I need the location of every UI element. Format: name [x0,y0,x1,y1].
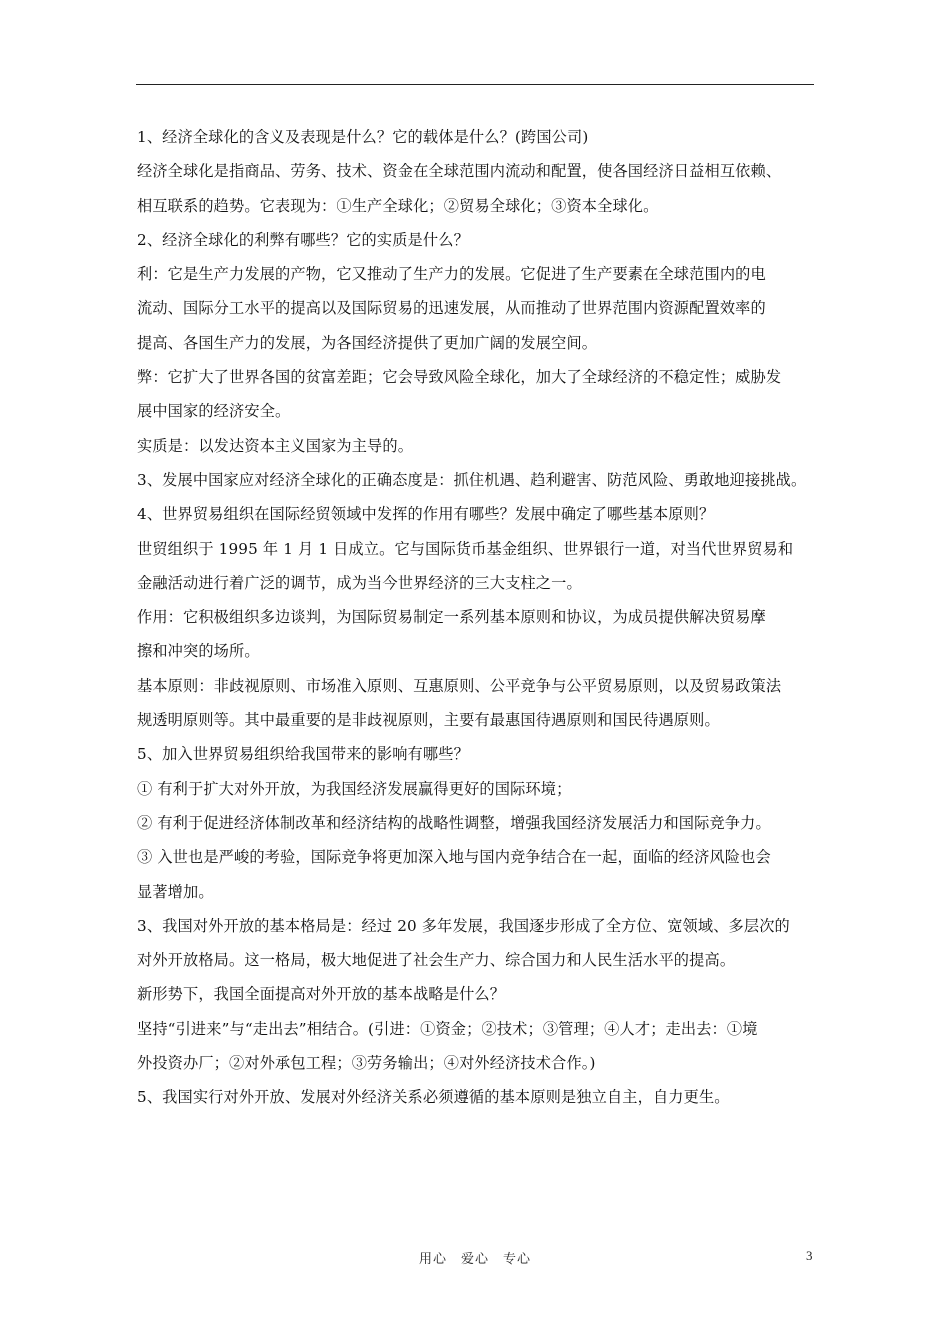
question-4-heading: 4、世界贸易组织在国际经贸领域中发挥的作用有哪些？发展中确定了哪些基本原则？ [137,505,715,524]
document-body [137,120,821,1115]
text-line: 弊：它扩大了世界各国的贫富差距；它会导致风险全球化，加大了全球经济的不稳定性；威胁发 [137,368,782,387]
text-line: 展中国家的经济安全。 [137,402,291,421]
question-1-heading: 1、经济全球化的含义及表现是什么？它的载体是什么？(跨国公司) [137,128,589,146]
text-line: 利：它是生产力发展的产物，它又推动了生产力的发展。它促进了生产要素在全球范围内的电 [137,265,766,284]
question-5-heading: 5、加入世界贸易组织给我国带来的影响有哪些？ [137,745,469,764]
text-line: 提高、各国生产力的发展，为各国经济提供了更加广阔的发展空间。 [137,333,598,352]
text-line: 金融活动进行着广泛的调节，成为当今世界经济的三大支柱之一。 [137,573,582,592]
text-line: 显著增加。 [137,882,214,901]
text-line: 世贸组织于 1995 年 1 月 1 日成立。它与国际货币基金组织、世界银行一道，对当代世界贸易和 [137,539,794,558]
text-line: 外投资办厂；②对外承包工程；③劳务输出；④对外经济技术合作。) [137,1054,596,1073]
list-item: ① 有利于扩大对外开放，为我国经济发展赢得更好的国际环境； [137,779,572,798]
text-line: 坚持“引进来”与“走出去”相结合。(引进：①资金；②技术；③管理；④人才；走出去：①境 [137,1019,758,1038]
footer-motto: 用心 爱心 专心 [418,1252,531,1267]
question-2-heading: 2、经济全球化的利弊有哪些？它的实质是什么？ [137,230,469,249]
question-3b-heading: 3、我国对外开放的基本格局是：经过 20 多年发展，我国逐步形成了全方位、宽领域、多层次的 [137,916,790,935]
text-line: 实质是：以发达资本主义国家为主导的。 [137,436,414,455]
text-line: 擦和冲突的场所。 [137,642,260,661]
list-item: ③ 入世也是严峻的考验，国际竞争将更加深入地与国内竞争结合在一起，面临的经济风险也会 [137,848,771,867]
text-line: 对外开放格局。这一格局，极大地促进了社会生产力、综合国力和人民生活水平的提高。 [137,951,736,970]
header-rule [136,84,814,85]
question-5b-heading: 5、我国实行对外开放、发展对外经济关系必须遵循的基本原则是独立自主，自力更生。 [137,1088,730,1107]
text-line: 基本原则：非歧视原则、市场准入原则、互惠原则、公平竞争与公平贸易原则，以及贸易政策法 [137,676,782,695]
question-3-heading: 3、发展中国家应对经济全球化的正确态度是：抓住机遇、趋利避害、防范风险、勇敢地迎接挑战。 [137,470,807,489]
text-line: 相互联系的趋势。它表现为：①生产全球化；②贸易全球化；③资本全球化。 [137,196,659,215]
text-line: 经济全球化是指商品、劳务、技术、资金在全球范围内流动和配置，使各国经济日益相互依赖、 [137,162,782,181]
list-item: ② 有利于促进经济体制改革和经济结构的战略性调整，增强我国经济发展活力和国际竞争力。 [137,813,771,832]
text-line: 作用：它积极组织多边谈判，为国际贸易制定一系列基本原则和协议，为成员提供解决贸易摩 [137,608,766,627]
text-line: 规透明原则等。其中最重要的是非歧视原则，主要有最惠国待遇原则和国民待遇原则。 [137,711,720,730]
text-line: 新形势下，我国全面提高对外开放的基本战略是什么？ [137,985,506,1004]
page-number: 3 [806,1248,813,1263]
text-line: 流动、国际分工水平的提高以及国际贸易的迅速发展，从而推动了世界范围内资源配置效率的 [137,299,766,318]
